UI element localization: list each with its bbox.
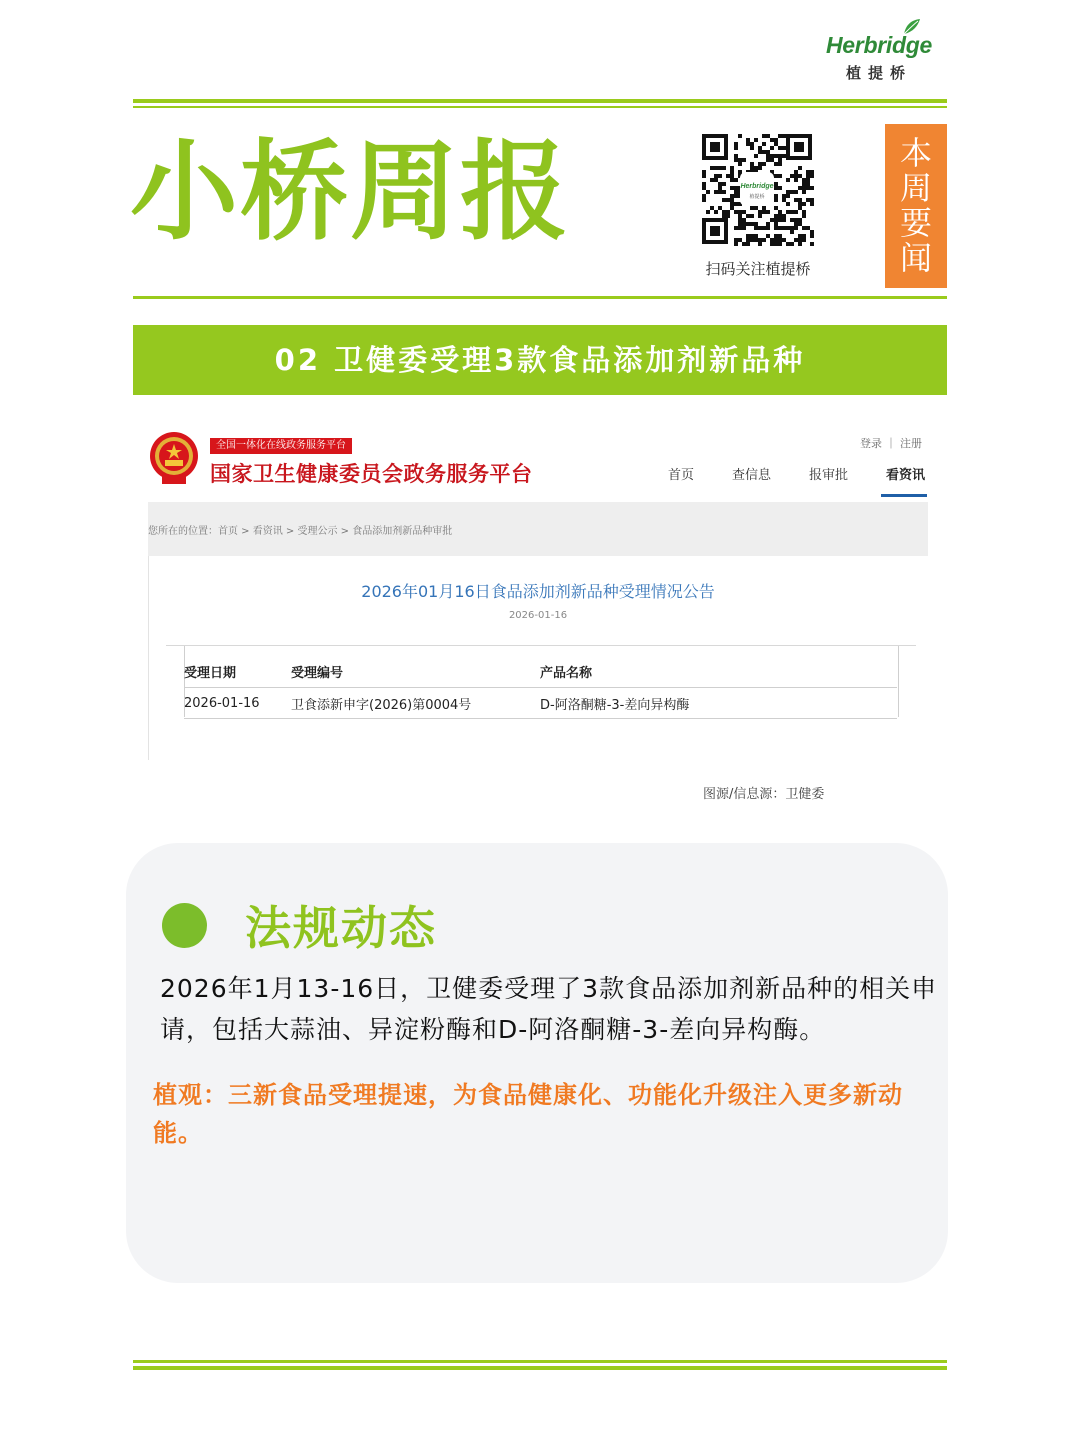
column-header: 受理编号 (291, 656, 540, 688)
bottom-rule (133, 1360, 947, 1363)
badge-char: 本 (899, 134, 932, 172)
card-body: 2026年1月13-16日，卫健委受理了3款食品添加剂新品种的相关申请，包括大蒜油、异淀粉酶和D-阿洛酮糖-3-差向异构酶。 (160, 974, 938, 1044)
nav-home[interactable]: 首页 (668, 468, 695, 483)
nav-query-info[interactable]: 查信息 (732, 468, 772, 483)
bottom-rule-thick (133, 1366, 947, 1370)
table-cell: D-阿洛酮糖-3-差向异构酶 (540, 688, 897, 719)
table-header-row (184, 656, 897, 688)
table-cell: 卫食添新申字(2026)第0004号 (291, 688, 540, 719)
column-header: 产品名称 (540, 656, 897, 688)
brand-logo-cn: 植提桥 (846, 64, 913, 82)
website-screenshot (148, 424, 928, 760)
svg-text:Herbridge: Herbridge (740, 183, 774, 190)
top-rule-thin (133, 106, 947, 108)
table-cell: 2026-01-16 (184, 688, 291, 719)
platform-tag: 全国一体化在线政务服务平台 (210, 438, 352, 454)
header-rule (133, 296, 947, 299)
section-heading: 02 卫健委受理3款食品添加剂新品种 (133, 325, 947, 395)
nav-approval[interactable]: 报审批 (809, 468, 849, 483)
page-title: 小桥周报 (130, 130, 571, 255)
nav-active-indicator (881, 494, 927, 497)
badge-char: 闻 (899, 239, 932, 277)
column-header: 受理日期 (184, 656, 291, 688)
login-register-link[interactable]: 登录 ｜ 注册 (860, 437, 922, 450)
bullet-dot-icon (162, 903, 207, 948)
weekly-news-badge (885, 124, 947, 288)
breadcrumb: 您所在的位置：首页 > 看资讯 > 受理公示 > 食品添加剂新品种审批 (148, 526, 453, 537)
brand-logo-en: Herbridge (826, 32, 932, 58)
card-title: 法规动态 (245, 901, 437, 955)
top-rule (133, 99, 947, 103)
site-name: 国家卫生健康委员会政务服务平台 (210, 462, 533, 486)
image-source: 图源/信息源：卫健委 (703, 787, 825, 802)
qr-caption: 扫码关注植提桥 (705, 260, 811, 278)
acceptance-table (184, 656, 897, 719)
national-emblem-icon (148, 430, 200, 492)
card-commentary: 植观：三新食品受理提速，为食品健康化、功能化升级注入更多新动能。 (153, 1081, 903, 1147)
badge-char: 周 (899, 169, 932, 207)
table-row (184, 688, 897, 719)
badge-char: 要 (899, 204, 932, 242)
svg-text:植提桥: 植提桥 (749, 194, 765, 200)
article-title[interactable]: 2026年01月16日食品添加剂新品种受理情况公告 (361, 582, 715, 601)
qr-code[interactable] (700, 132, 814, 250)
nav-news[interactable]: 看资讯 (886, 468, 926, 483)
article-date: 2026-01-16 (508, 610, 568, 621)
